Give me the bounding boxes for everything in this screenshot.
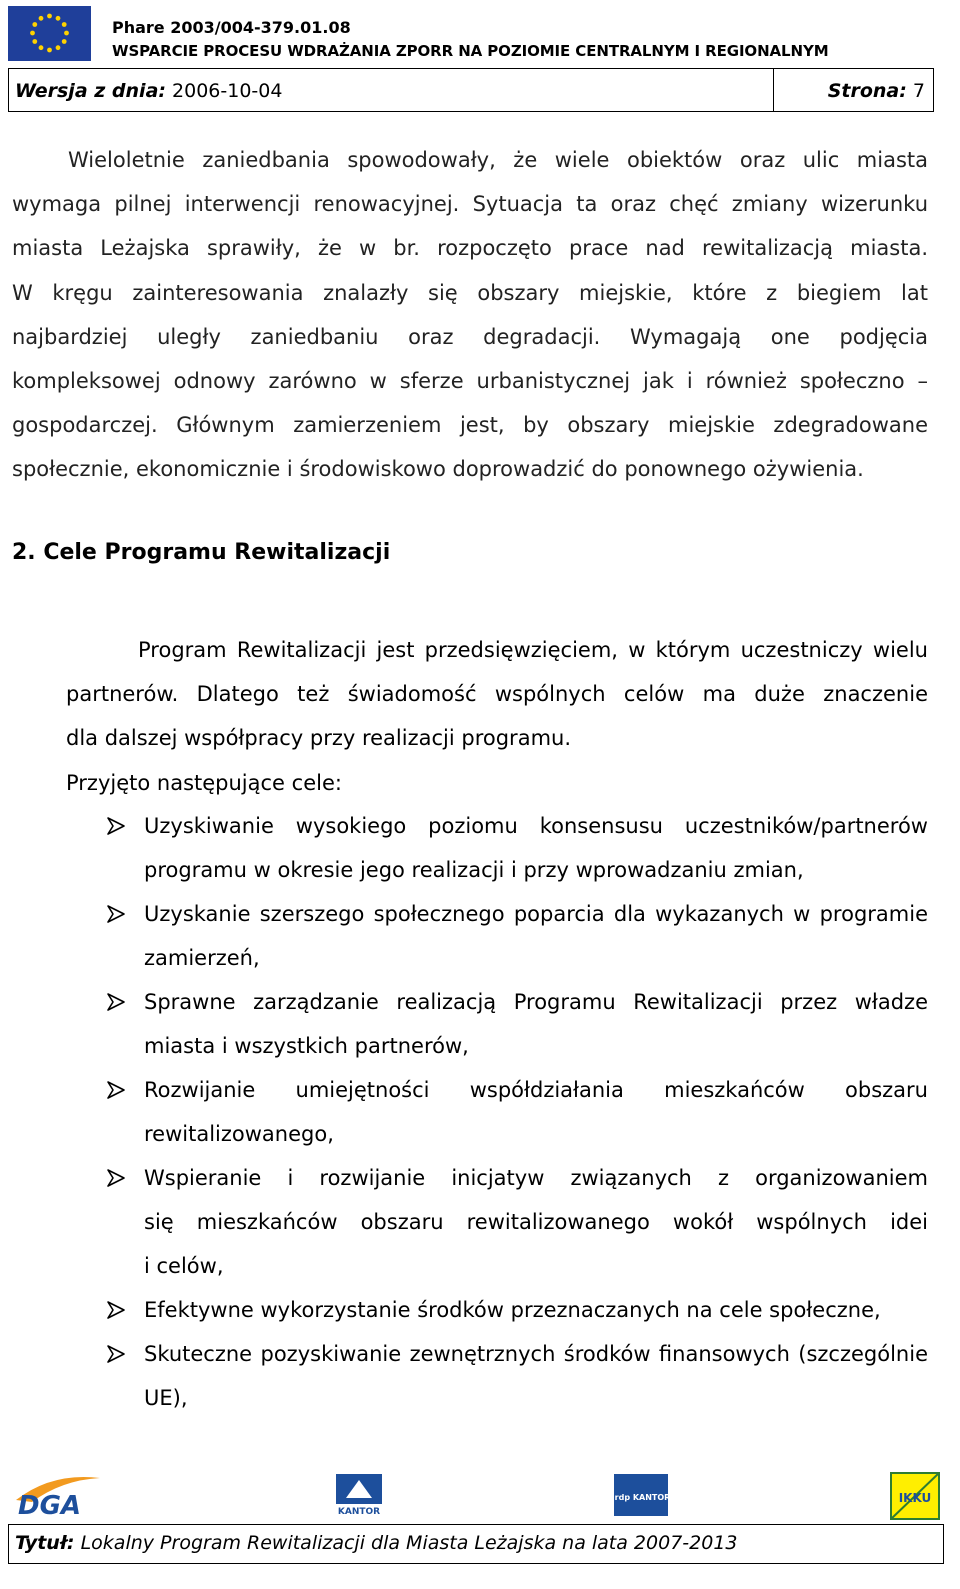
ikku-logo: [890, 1472, 940, 1520]
goal-line: i celów,: [144, 1254, 224, 1278]
title-label: Tytuł:: [15, 1532, 75, 1554]
text-line: W kręgu zainteresowania znalazły się obszary miejskie, które z biegiem lat: [12, 280, 928, 305]
goal-line: zamierzeń,: [144, 946, 260, 970]
irdp-kantor-logo: [612, 1472, 670, 1522]
footer-bar: [8, 1524, 944, 1564]
goal-item: [66, 1288, 928, 1332]
goal-line: UE),: [144, 1386, 188, 1410]
eu-stars-icon: [8, 6, 91, 61]
goals-list: [66, 804, 928, 1420]
project-code: Phare 2003/004-379.01.08: [112, 18, 351, 37]
version-info: [15, 80, 282, 102]
page-number: 7: [912, 80, 925, 102]
text-line: Program Rewitalizacji jest przedsięwzięciem, w którym uczestniczy wielu: [138, 638, 928, 662]
arrow-bullet-icon: [106, 1300, 126, 1320]
text-line: wymaga pilnej interwencji renowacyjnej. Sytuacja ta oraz chęć zmiany wizerunku: [12, 192, 928, 217]
text-line: społecznie, ekonomicznie i środowiskowo doprowadzić do ponownego ożywienia.: [12, 457, 864, 482]
arrow-bullet-icon: [106, 992, 126, 1012]
text-line: najbardziej uległy zaniedbaniu oraz degradacji. Wymagają one podjęcia: [12, 324, 928, 349]
goal-item: [66, 980, 928, 1068]
goal-line: Wspieranie i rozwijanie inicjatyw związanych z organizowaniem: [144, 1166, 928, 1190]
eu-flag-logo: [8, 6, 91, 61]
section-paragraph: [66, 628, 928, 805]
kantor-logo-text: KANTOR: [337, 1507, 381, 1517]
goal-item: [66, 804, 928, 892]
arrow-bullet-icon: [106, 1344, 126, 1364]
kantor-logo: [332, 1472, 386, 1522]
goal-line: Efektywne wykorzystanie środków przeznaczanych na cele społeczne,: [144, 1298, 881, 1322]
dga-logo: [12, 1470, 104, 1520]
page-label: Strona:: [827, 80, 907, 102]
version-date: 2006-10-04: [172, 80, 283, 102]
goals-intro: Przyjęto następujące cele:: [66, 770, 342, 795]
goal-line: programu w okresie jego realizacji i przy wprowadzaniu zmian,: [144, 858, 804, 882]
project-title: WSPARCIE PROCESU WDRAŻANIA ZPORR NA POZIOMIE CENTRALNYM I REGIONALNYM: [112, 42, 829, 60]
section-heading: 2. Cele Programu Rewitalizacji: [12, 540, 391, 565]
document-title: [15, 1532, 738, 1554]
arrow-bullet-icon: [106, 1080, 126, 1100]
arrow-bullet-icon: [106, 1168, 126, 1188]
goal-item: [66, 1156, 928, 1288]
text-line: kompleksowej odnowy zarówno w sferze urbanistycznej jak i również społeczno –: [12, 369, 928, 394]
goal-line: Uzyskiwanie wysokiego poziomu konsensusu uczestników/partnerów: [144, 814, 928, 838]
version-divider: [773, 69, 774, 111]
text-line: miasta Leżajska sprawiły, że w br. rozpoczęto prace nad rewitalizacją miasta.: [12, 236, 928, 261]
title-text: Lokalny Program Rewitalizacji dla Miasta Leżajska na lata 2007-2013: [80, 1532, 738, 1554]
goal-line: Rozwijanie umiejętności współdziałania mieszkańców obszaru: [144, 1078, 928, 1102]
version-bar: [8, 68, 934, 112]
goal-line: rewitalizowanego,: [144, 1122, 334, 1146]
goal-line: Uzyskanie szerszego społecznego poparcia dla wykazanych w programie: [144, 902, 928, 926]
version-label: Wersja z dnia:: [15, 80, 166, 102]
text-line: gospodarczej. Głównym zamierzeniem jest, by obszary miejskie zdegradowane: [12, 413, 928, 438]
arrow-bullet-icon: [106, 816, 126, 836]
goal-line: Sprawne zarządzanie realizacją Programu Rewitalizacji przez władze: [144, 990, 928, 1014]
text-line: dla dalszej współpracy przy realizacji programu.: [66, 726, 572, 751]
goal-line: miasta i wszystkich partnerów,: [144, 1034, 469, 1058]
arrow-bullet-icon: [106, 904, 126, 924]
goal-item: [66, 1068, 928, 1156]
goal-line: Skuteczne pozyskiwanie zewnętrznych środków finansowych (szczególnie: [144, 1342, 928, 1366]
page-info: [828, 80, 925, 102]
text-line: partnerów. Dlatego też świadomość wspólnych celów ma duże znaczenie: [66, 682, 928, 707]
goal-item: [66, 892, 928, 980]
goal-item: [66, 1332, 928, 1420]
intro-paragraph: [12, 138, 928, 492]
goal-line: się mieszkańców obszaru rewitalizowanego wokół wspólnych idei: [144, 1210, 928, 1234]
dga-logo-text: DGA: [18, 1491, 82, 1520]
irdp-logo-text: Irdp KANTOR: [612, 1493, 670, 1502]
ikku-logo-text: IKKU: [898, 1491, 932, 1505]
text-line: Wieloletnie zaniedbania spowodowały, że wiele obiektów oraz ulic miasta: [68, 148, 928, 172]
